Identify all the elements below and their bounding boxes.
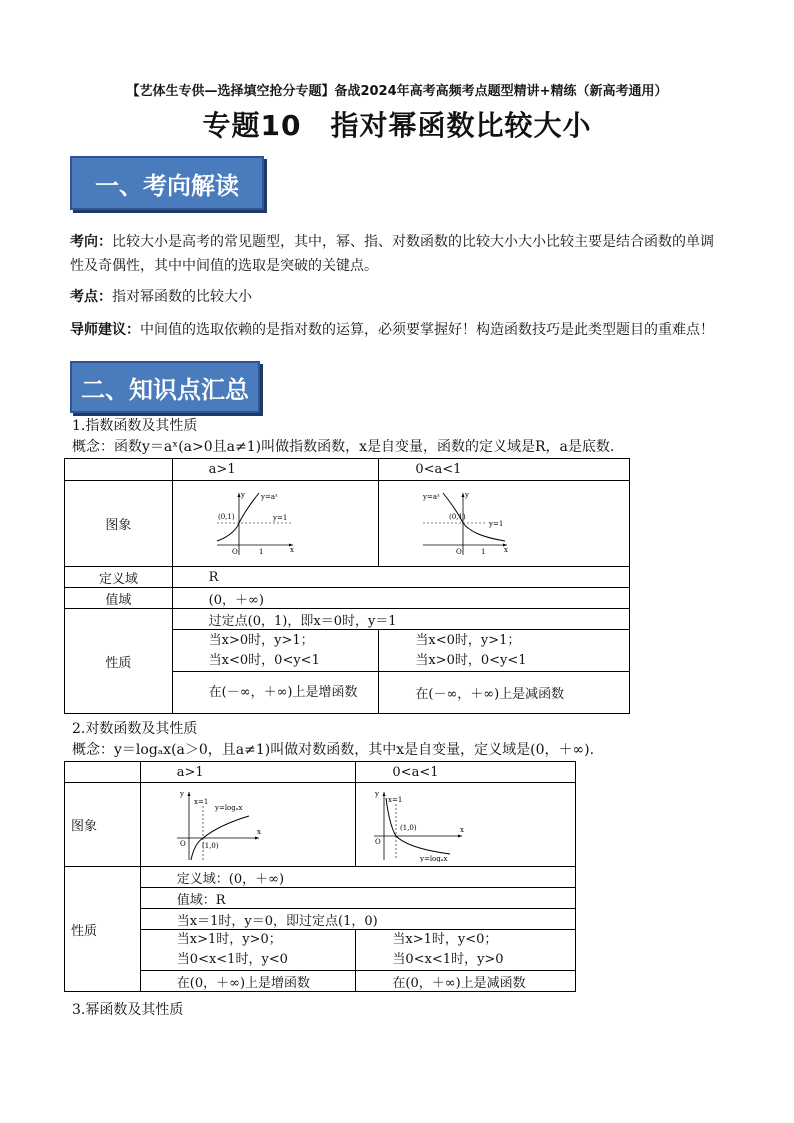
log-prop-a2: 当0<x<1时，y<0 <box>176 952 288 967</box>
kaoxiang-paragraph <box>70 230 724 278</box>
log-graph-increasing <box>140 783 356 867</box>
exp-inc-one-label: 1 <box>258 547 264 556</box>
exp-dec-y1-label: y=1 <box>489 519 504 528</box>
exp-prop-b1: 当x<0时，y>1； <box>415 632 521 648</box>
exp-mono-a-text: 在(－∞，＋∞)上是增函数 <box>208 684 358 700</box>
log-prop-a <box>140 930 356 971</box>
exp-graph-increasing <box>172 481 379 567</box>
exp-dec-curve-label: y=aˣ <box>423 492 441 501</box>
log-prop-range: 值域：R <box>140 888 575 909</box>
exp-dec-point-label: (0,1) <box>449 512 466 521</box>
section-heading-1: 一、考向解读 <box>70 156 264 210</box>
log-heading: 2.对数函数及其性质 <box>72 721 198 737</box>
exp-domain-label: 定义域 <box>65 567 173 588</box>
exp-range-label: 值域 <box>65 588 173 609</box>
exp-prop-b2: 当x>0时，0<y<1 <box>415 652 527 668</box>
log-concept: 概念：y＝logₐx(a＞0，且a≠1)叫做对数函数，其中x是自变量，定义域是(0，＋∞). <box>72 742 595 758</box>
kaoxiang-label: 考向： <box>70 234 112 250</box>
log-inc-point-label: (1,0) <box>201 841 219 850</box>
exp-corner <box>65 459 173 481</box>
log-prop-label: 性质 <box>65 867 141 992</box>
log-dec-y-label: y <box>375 789 380 798</box>
exp-heading: 1.指数函数及其性质 <box>72 418 198 434</box>
exp-col-a-lt-1: 0<a<1 <box>379 459 630 481</box>
log-col-a-gt-1: a>1 <box>140 762 356 783</box>
log-corner <box>65 762 141 783</box>
log-dec-origin-label: O <box>375 837 382 846</box>
exp-dec-x-label: x <box>504 545 509 554</box>
exp-graph-decreasing <box>379 481 630 567</box>
exp-concept: 概念：函数y＝aˣ(a>0且a≠1)叫做指数函数，x是自变量，函数的定义域是R，a是底数. <box>72 439 615 455</box>
log-inc-y-label: y <box>179 789 184 798</box>
log-table <box>64 761 576 992</box>
log-graph-decreasing <box>356 783 576 867</box>
log-col-a-lt-1: 0<a<1 <box>356 762 576 783</box>
exp-range-value: (0，＋∞) <box>172 588 629 609</box>
log-inc-curve-label: y=logₐx <box>214 803 243 812</box>
exp-col-a-gt-1: a>1 <box>172 459 379 481</box>
log-mono-a: 在(0，＋∞)上是增函数 <box>140 971 356 992</box>
exp-graph-label: 图象 <box>65 481 173 567</box>
page-title: 专题10 指对幂函数比较大小 <box>202 109 592 142</box>
section-heading-2: 二、知识点汇总 <box>70 361 260 413</box>
exp-dec-y-label: y <box>465 490 470 499</box>
exp-domain-value: R <box>172 567 629 588</box>
exp-prop-b <box>379 630 630 672</box>
exp-prop-a1: 当x>0时，y>1； <box>208 632 314 648</box>
header-banner: 【艺体生专供—选择填空抢分专题】备战2024年高考高频考点题型精讲+精练（新高考通用） <box>126 84 668 99</box>
exp-prop-a <box>172 630 379 672</box>
exp-dec-one-label: 1 <box>481 547 486 556</box>
log-inc-x1-label: x=1 <box>193 797 209 806</box>
exp-inc-curve-label: y=aˣ <box>260 492 278 501</box>
kaodian-text: 指对幂函数的比较大小 <box>112 289 252 305</box>
exp-inc-origin-label: O <box>231 547 238 556</box>
log-dec-x1-label: x=1 <box>388 795 403 804</box>
log-graph-label: 图象 <box>65 783 141 867</box>
exp-prop-a2: 当x<0时，0<y<1 <box>208 652 320 668</box>
exp-inc-y-label: y <box>240 490 245 499</box>
exp-prop-common: 过定点(0，1)，即x＝0时，y＝1 <box>172 609 629 630</box>
log-inc-x-label: x <box>256 827 261 836</box>
log-prop-b <box>356 930 576 971</box>
log-inc-origin-label: O <box>179 839 186 848</box>
log-dec-point-label: (1,0) <box>400 823 418 832</box>
kaodian-paragraph <box>70 285 724 309</box>
kaoxiang-text: 比较大小是高考的常见题型，其中，幂、指、对数函数的比较大小大小比较主要是结合函数的单调性及奇偶性，其中中间值的选取是突破的关键点。 <box>70 234 714 274</box>
exp-mono-b: 在(－∞，＋∞)上是减函数 <box>379 672 630 714</box>
exp-dec-origin-label: O <box>456 547 463 556</box>
daoshi-text: 中间值的选取依赖的是指对数的运算，必须要掌握好！构造函数技巧是此类型题目的重难点！ <box>140 322 714 338</box>
log-dec-curve-label: y=logₐx <box>420 854 448 862</box>
log-mono-b: 在(0，＋∞)上是减函数 <box>356 971 576 992</box>
log-prop-a1: 当x>1时，y>0； <box>176 932 282 947</box>
exp-decreasing-graph-icon <box>417 489 517 559</box>
log-increasing-graph-icon <box>175 788 265 862</box>
log-decreasing-graph-icon <box>370 788 470 862</box>
exp-inc-y1-label: y=1 <box>272 513 287 522</box>
power-heading: 3.幂函数及其性质 <box>72 1002 184 1018</box>
exp-mono-a <box>172 672 379 714</box>
kaodian-label: 考点： <box>70 289 112 305</box>
log-prop-domain: 定义域：(0，＋∞) <box>140 867 575 888</box>
log-prop-b1: 当x>1时，y<0； <box>392 932 498 947</box>
exp-prop-label: 性质 <box>65 609 173 714</box>
exp-increasing-graph-icon <box>209 489 299 559</box>
daoshi-label: 导师建议： <box>70 322 140 338</box>
exp-inc-x-label: x <box>289 545 294 554</box>
daoshi-paragraph <box>70 318 724 342</box>
log-prop-fixed: 当x＝1时，y＝0，即过定点(1，0) <box>140 909 575 930</box>
log-prop-b2: 当0<x<1时，y>0 <box>392 952 504 967</box>
log-dec-x-label: x <box>460 825 465 834</box>
exp-inc-point-label: (0,1) <box>217 512 235 521</box>
exp-table <box>64 458 630 714</box>
